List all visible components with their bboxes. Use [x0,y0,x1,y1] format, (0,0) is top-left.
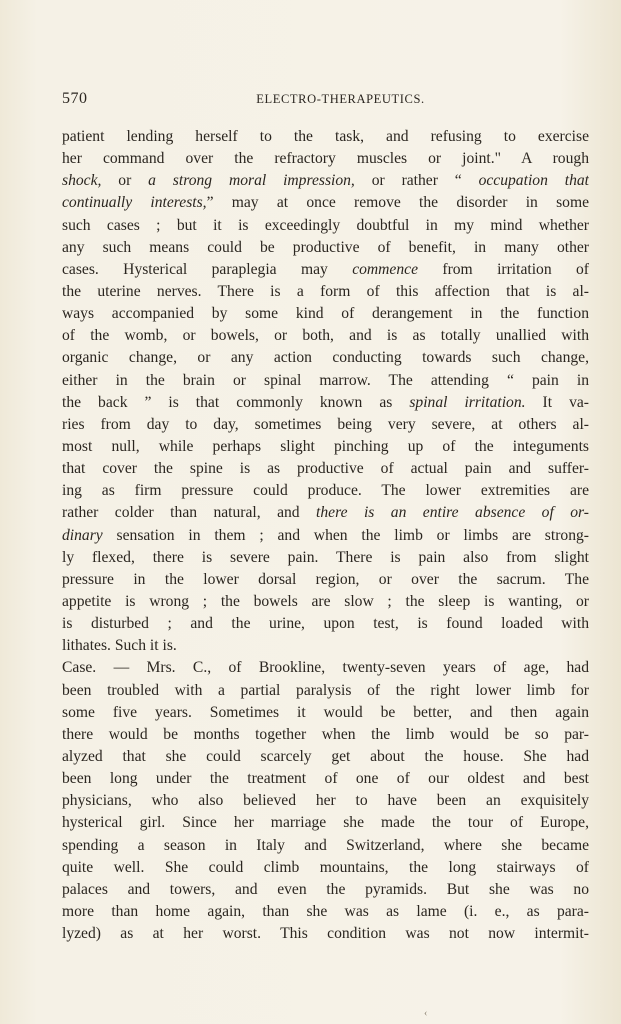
text-line: most null, while perhaps slight pinching up of the integuments [62,437,589,455]
text-line: ly flexed, there is severe pain. There is pain also from slight [62,548,589,566]
body-text [62,126,589,945]
text-line: there would be months together when the limb would be so par- [62,725,589,743]
text-line [62,525,589,547]
text-line [62,392,589,414]
text-line: some five years. Sometimes it would be better, and then again [62,703,589,721]
text-line: organic change, or any action conducting towards such change, [62,349,589,367]
text-line: alyzed that she could scarcely get about the house. She had [62,747,589,765]
text-line: Case. — Mrs. C., of Brookline, twenty-seven years of age, had [62,659,589,677]
italic-run: dinary [62,526,103,544]
text-line: ing as firm pressure could produce. The lower extremities are [62,482,589,500]
text-line: been long under the treatment of one of our oldest and best [62,770,589,788]
text-line: hysterical girl. Since her marriage she made the tour of Europe, [62,814,589,832]
text-line: physicians, who also believed her to have been an exquisitely [62,792,589,810]
text-line: is disturbed ; and the urine, upon test, is found loaded with [62,615,589,633]
italic-run: occupation that [478,172,589,190]
text-run: from irritation of [418,260,589,278]
text-run: the back ” is that commonly known as [62,393,410,411]
text-run: rather colder than natural, and [62,504,317,522]
text-run: ” may at once remove the disorder in some [206,194,589,212]
text-line: palaces and towers, and even the pyramids. But she was no [62,880,589,898]
text-line [62,259,589,281]
italic-run: there is an entire absence of or- [316,504,589,522]
italic-run: continually interests, [62,194,207,212]
text-line [62,170,589,192]
text-line: either in the brain or spinal marrow. The attending “ pain in [62,371,589,389]
text-line: of the womb, or bowels, or both, and is as totally unallied with [62,327,589,345]
italic-run: shock, [62,172,102,190]
text-line: appetite is wrong ; the bowels are slow ; the sleep is wanting, or [62,592,589,610]
text-line: ries from day to day, sometimes being very severe, at others al- [62,415,589,433]
text-line: the uterine nerves. There is a form of this affection that is al- [62,282,589,300]
running-title: ELECTRO-THERAPEUTICS. [256,92,425,106]
text-line [62,192,589,214]
italic-run: a strong moral impression, [148,172,355,190]
text-line: that cover the spine is as productive of actual pain and suffer- [62,460,589,478]
text-run: It va- [525,393,589,411]
text-run: sensation in them ; and when the limb or limbs are strong- [102,526,589,544]
text-line: such cases ; but it is exceedingly doubtful in my mind whether [62,216,589,234]
text-line: ways accompanied by some kind of derangement in the function [62,305,589,323]
text-line: quite well. She could climb mountains, the long stairways of [62,858,589,876]
text-line: lyzed) as at her worst. This condition was not now intermit- [62,925,589,943]
page-header [62,90,589,110]
text-line: her command over the refractory muscles or joint." A rough [62,150,589,168]
text-line: been troubled with a partial paralysis of the right lower limb for [62,681,589,699]
page-number: 570 [62,90,88,107]
text-line: any such means could be productive of benefit, in many other [62,238,589,256]
italic-run: spinal irritation. [409,393,526,411]
text-line: spending a season in Italy and Switzerland, where she became [62,836,589,854]
text-line [62,502,589,524]
text-line: lithates. Such it is. [62,637,177,655]
page-mark: ‹ [424,1008,428,1019]
text-line: more than home again, than she was as lame (i. e., as para- [62,902,589,920]
text-line: pressure in the lower dorsal region, or over the sacrum. The [62,570,589,588]
text-run: or [101,172,149,190]
text-line: patient lending herself to the task, and refusing to exercise [62,128,589,145]
italic-run: commence [352,260,418,278]
text-run: cases. Hysterical paraplegia may [62,260,353,278]
text-run: or rather “ [354,172,479,190]
